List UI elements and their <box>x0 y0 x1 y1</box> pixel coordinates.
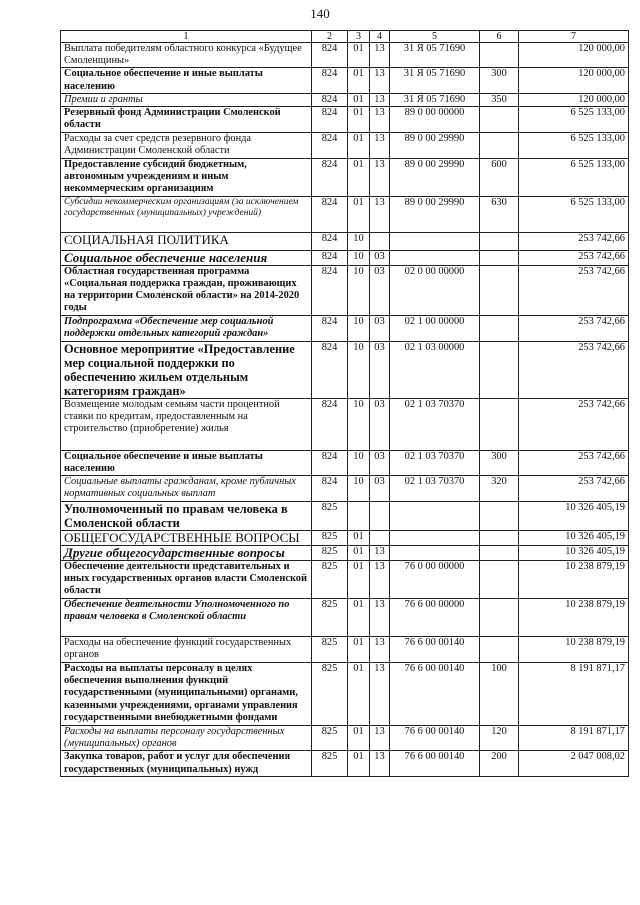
row-amount: 6 525 133,00 <box>519 107 629 133</box>
row-code-target: 76 6 00 00140 <box>390 637 480 663</box>
row-code-admin: 824 <box>312 398 348 450</box>
row-code-subsection: 03 <box>370 265 390 315</box>
header-col-4: 4 <box>370 31 390 43</box>
header-col-3: 3 <box>348 31 370 43</box>
row-code-target: 89 0 00 00000 <box>390 107 480 133</box>
table-row <box>61 476 629 502</box>
table-row <box>61 68 629 93</box>
row-code-expense-type: 100 <box>480 663 519 726</box>
row-code-expense-type <box>480 250 519 265</box>
row-code-section: 01 <box>348 663 370 726</box>
table-row <box>61 751 629 777</box>
row-amount: 2 047 008,02 <box>519 751 629 777</box>
row-code-expense-type <box>480 546 519 561</box>
row-code-admin: 824 <box>312 450 348 475</box>
header-col-6: 6 <box>480 31 519 43</box>
row-amount: 253 742,66 <box>519 232 629 250</box>
row-code-admin: 824 <box>312 341 348 398</box>
row-name: Другие общегосударственные вопросы <box>61 546 312 561</box>
row-code-section: 01 <box>348 107 370 133</box>
row-code-section: 10 <box>348 250 370 265</box>
row-amount: 253 742,66 <box>519 450 629 475</box>
row-code-target: 76 6 00 00140 <box>390 726 480 751</box>
row-code-target: 89 0 00 29990 <box>390 196 480 232</box>
table-row <box>61 43 629 68</box>
row-name: ОБЩЕГОСУДАРСТВЕННЫЕ ВОПРОСЫ <box>61 531 312 546</box>
row-name: Основное мероприятие «Предоставление мер социальной поддержки по обеспечению жильем отдельным категориям граждан» <box>61 341 312 398</box>
row-code-target <box>390 531 480 546</box>
row-code-admin: 824 <box>312 232 348 250</box>
header-col-7: 7 <box>519 31 629 43</box>
row-code-expense-type <box>480 599 519 637</box>
row-amount: 10 326 405,19 <box>519 502 629 531</box>
row-name: Субсидии некоммерческим организациям (за исключением государственных (муниципальных) учреждений) <box>61 196 312 232</box>
row-code-admin: 824 <box>312 107 348 133</box>
row-code-subsection <box>370 502 390 531</box>
row-code-expense-type <box>480 133 519 159</box>
row-code-subsection: 13 <box>370 107 390 133</box>
row-code-subsection: 13 <box>370 43 390 68</box>
row-amount: 10 238 879,19 <box>519 599 629 637</box>
row-name: Выплата победителям областного конкурса «Будущее Смоленщины» <box>61 43 312 68</box>
row-code-expense-type: 120 <box>480 726 519 751</box>
row-code-admin: 824 <box>312 265 348 315</box>
row-code-target: 02 1 00 00000 <box>390 315 480 341</box>
row-code-target: 02 1 03 70370 <box>390 450 480 475</box>
row-amount: 253 742,66 <box>519 250 629 265</box>
row-code-expense-type <box>480 398 519 450</box>
row-code-subsection: 13 <box>370 599 390 637</box>
table-row <box>61 133 629 159</box>
row-amount: 10 238 879,19 <box>519 637 629 663</box>
row-code-section: 10 <box>348 476 370 502</box>
row-code-admin: 824 <box>312 196 348 232</box>
row-code-expense-type <box>480 531 519 546</box>
row-code-expense-type <box>480 43 519 68</box>
row-name: Расходы за счет средств резервного фонда Администрации Смоленской области <box>61 133 312 159</box>
row-code-admin: 825 <box>312 663 348 726</box>
table-row <box>61 663 629 726</box>
row-code-target: 76 6 00 00000 <box>390 599 480 637</box>
row-code-section: 01 <box>348 133 370 159</box>
row-code-target: 02 1 03 70370 <box>390 476 480 502</box>
page-number: 140 <box>310 6 330 21</box>
row-name: Закупка товаров, работ и услуг для обеспечения государственных (муниципальных) нужд <box>61 751 312 777</box>
row-code-target: 02 1 03 70370 <box>390 398 480 450</box>
row-code-admin: 824 <box>312 43 348 68</box>
row-code-section: 01 <box>348 561 370 599</box>
row-code-admin: 824 <box>312 133 348 159</box>
header-col-5: 5 <box>390 31 480 43</box>
row-name: Социальное обеспечение и иные выплаты населению <box>61 450 312 475</box>
row-code-section: 10 <box>348 232 370 250</box>
row-code-section: 01 <box>348 637 370 663</box>
row-code-subsection: 13 <box>370 546 390 561</box>
row-code-subsection: 13 <box>370 561 390 599</box>
row-code-target: 31 Я 05 71690 <box>390 93 480 106</box>
table-row <box>61 315 629 341</box>
row-code-section: 01 <box>348 546 370 561</box>
row-code-target: 76 6 00 00140 <box>390 751 480 777</box>
table-row <box>61 561 629 599</box>
table-row <box>61 93 629 106</box>
row-code-section: 01 <box>348 196 370 232</box>
row-code-target <box>390 546 480 561</box>
row-name: Расходы на обеспечение функций государственных органов <box>61 637 312 663</box>
row-code-expense-type <box>480 561 519 599</box>
row-code-subsection: 13 <box>370 726 390 751</box>
row-amount: 8 191 871,17 <box>519 663 629 726</box>
row-code-admin: 825 <box>312 599 348 637</box>
row-code-admin: 825 <box>312 751 348 777</box>
row-code-subsection: 13 <box>370 133 390 159</box>
table-row <box>61 531 629 546</box>
row-name: Социальное обеспечение и иные выплаты населению <box>61 68 312 93</box>
table-header <box>61 31 629 43</box>
row-code-subsection: 03 <box>370 476 390 502</box>
row-code-target <box>390 502 480 531</box>
row-name: Социальные выплаты гражданам, кроме публичных нормативных социальных выплат <box>61 476 312 502</box>
table-row <box>61 450 629 475</box>
row-code-admin: 825 <box>312 502 348 531</box>
row-code-section: 10 <box>348 265 370 315</box>
table-row <box>61 637 629 663</box>
row-name: Подпрограмма «Обеспечение мер социальной поддержки отдельных категорий граждан» <box>61 315 312 341</box>
row-code-expense-type <box>480 315 519 341</box>
row-amount: 10 326 405,19 <box>519 546 629 561</box>
row-code-section: 01 <box>348 531 370 546</box>
row-code-section: 01 <box>348 43 370 68</box>
row-code-target <box>390 232 480 250</box>
row-name: Обеспечение деятельности Уполномоченного по правам человека в Смоленской области <box>61 599 312 637</box>
row-code-admin: 824 <box>312 315 348 341</box>
row-code-admin: 824 <box>312 476 348 502</box>
row-name: Расходы на выплаты персоналу государственных (муниципальных) органов <box>61 726 312 751</box>
row-code-target: 89 0 00 29990 <box>390 159 480 197</box>
row-code-expense-type: 320 <box>480 476 519 502</box>
row-amount: 253 742,66 <box>519 398 629 450</box>
row-code-expense-type: 600 <box>480 159 519 197</box>
row-name: СОЦИАЛЬНАЯ ПОЛИТИКА <box>61 232 312 250</box>
row-code-subsection: 13 <box>370 196 390 232</box>
row-amount: 253 742,66 <box>519 315 629 341</box>
row-code-expense-type: 300 <box>480 450 519 475</box>
row-code-section: 10 <box>348 341 370 398</box>
row-code-subsection: 13 <box>370 751 390 777</box>
header-col-2: 2 <box>312 31 348 43</box>
row-amount: 253 742,66 <box>519 476 629 502</box>
row-amount: 120 000,00 <box>519 68 629 93</box>
row-amount: 6 525 133,00 <box>519 196 629 232</box>
row-code-admin: 825 <box>312 531 348 546</box>
row-code-admin: 825 <box>312 546 348 561</box>
table-row <box>61 250 629 265</box>
row-code-target: 89 0 00 29990 <box>390 133 480 159</box>
table-row <box>61 107 629 133</box>
table-row <box>61 726 629 751</box>
row-code-expense-type: 300 <box>480 68 519 93</box>
row-code-target: 31 Я 05 71690 <box>390 43 480 68</box>
row-code-target: 02 0 00 00000 <box>390 265 480 315</box>
row-code-section: 01 <box>348 751 370 777</box>
row-code-admin: 824 <box>312 68 348 93</box>
row-name: Предоставление субсидий бюджетным, автономным учреждениям и иным некоммерческим организациям <box>61 159 312 197</box>
row-code-target: 76 0 00 00000 <box>390 561 480 599</box>
row-code-expense-type <box>480 341 519 398</box>
row-code-expense-type: 630 <box>480 196 519 232</box>
row-code-subsection <box>370 531 390 546</box>
row-code-expense-type <box>480 232 519 250</box>
row-code-subsection: 13 <box>370 663 390 726</box>
row-code-admin: 824 <box>312 159 348 197</box>
table-row <box>61 599 629 637</box>
row-code-subsection: 03 <box>370 450 390 475</box>
row-name: Социальное обеспечение населения <box>61 250 312 265</box>
table-row <box>61 232 629 250</box>
row-code-target: 76 6 00 00140 <box>390 663 480 726</box>
row-name: Возмещение молодым семьям части процентной ставки по кредитам, предоставленным на строительство (приобретение) жилья <box>61 398 312 450</box>
row-code-subsection: 03 <box>370 315 390 341</box>
row-code-subsection <box>370 232 390 250</box>
row-code-subsection: 13 <box>370 637 390 663</box>
row-code-expense-type <box>480 502 519 531</box>
row-amount: 120 000,00 <box>519 93 629 106</box>
row-amount: 8 191 871,17 <box>519 726 629 751</box>
row-code-section: 01 <box>348 68 370 93</box>
row-code-subsection: 13 <box>370 159 390 197</box>
row-code-target: 02 1 03 00000 <box>390 341 480 398</box>
table-row <box>61 159 629 197</box>
header-col-1: 1 <box>61 31 312 43</box>
table-row <box>61 398 629 450</box>
row-code-section: 01 <box>348 159 370 197</box>
row-code-target: 31 Я 05 71690 <box>390 68 480 93</box>
row-code-subsection: 03 <box>370 250 390 265</box>
table-row <box>61 502 629 531</box>
row-code-subsection: 03 <box>370 398 390 450</box>
row-amount: 120 000,00 <box>519 43 629 68</box>
row-code-admin: 824 <box>312 93 348 106</box>
row-code-admin: 825 <box>312 726 348 751</box>
row-code-section: 10 <box>348 450 370 475</box>
row-code-section: 01 <box>348 599 370 637</box>
row-amount: 253 742,66 <box>519 265 629 315</box>
row-code-expense-type <box>480 637 519 663</box>
row-name: Уполномоченный по правам человека в Смоленской области <box>61 502 312 531</box>
row-code-subsection: 03 <box>370 341 390 398</box>
row-code-section: 01 <box>348 726 370 751</box>
row-code-section: 10 <box>348 315 370 341</box>
row-name: Премии и гранты <box>61 93 312 106</box>
row-code-expense-type: 200 <box>480 751 519 777</box>
table-body <box>61 43 629 777</box>
row-code-expense-type <box>480 107 519 133</box>
row-code-section: 01 <box>348 93 370 106</box>
row-code-admin: 824 <box>312 250 348 265</box>
table-row <box>61 196 629 232</box>
row-code-admin: 825 <box>312 561 348 599</box>
table-row <box>61 265 629 315</box>
row-code-expense-type <box>480 265 519 315</box>
row-code-admin: 825 <box>312 637 348 663</box>
row-amount: 10 326 405,19 <box>519 531 629 546</box>
row-amount: 6 525 133,00 <box>519 133 629 159</box>
table-row <box>61 341 629 398</box>
row-code-subsection: 13 <box>370 68 390 93</box>
row-code-target <box>390 250 480 265</box>
budget-table <box>60 30 629 777</box>
row-name: Резервный фонд Администрации Смоленской области <box>61 107 312 133</box>
row-amount: 10 238 879,19 <box>519 561 629 599</box>
row-code-subsection: 13 <box>370 93 390 106</box>
row-name: Областная государственная программа «Социальная поддержка граждан, проживающих на территории Смоленской области» на 2014-2020 годы <box>61 265 312 315</box>
row-amount: 253 742,66 <box>519 341 629 398</box>
row-code-expense-type: 350 <box>480 93 519 106</box>
row-amount: 6 525 133,00 <box>519 159 629 197</box>
row-name: Расходы на выплаты персоналу в целях обеспечения выполнения функций государственными (муниципальными) органами, казенными учреждениями, органами управления государственными внебюджетными фондами <box>61 663 312 726</box>
table-row <box>61 546 629 561</box>
row-code-section <box>348 502 370 531</box>
row-code-section: 10 <box>348 398 370 450</box>
row-name: Обеспечение деятельности представительных и иных государственных органов власти Смоленской области <box>61 561 312 599</box>
